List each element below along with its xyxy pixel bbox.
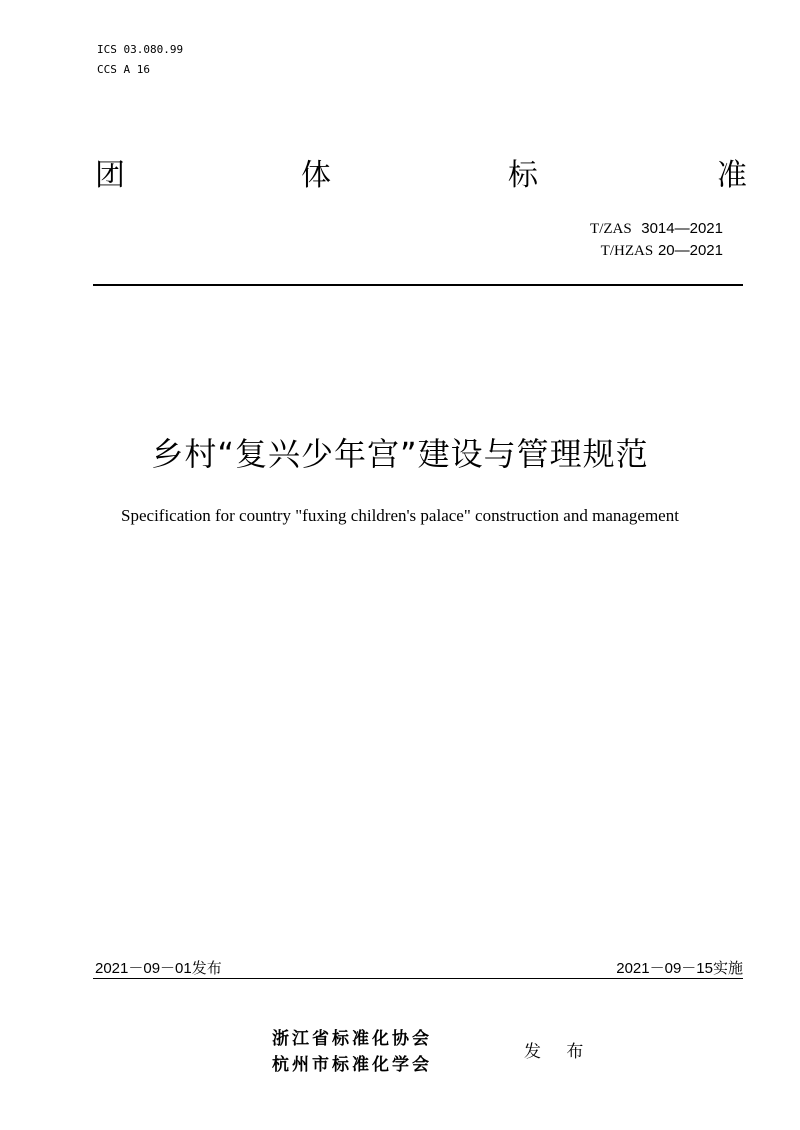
publisher-hangzhou: 杭州市标准化学会 [272,1055,432,1075]
document-type-heading [95,154,747,198]
doc-type-char-3: 标 [508,158,538,193]
doc-type-char-4: 准 [717,158,747,193]
doc-type-char-1: 团 [95,158,125,193]
footer-divider [93,978,743,979]
standard-code: 20—2021 [657,242,723,259]
standard-prefix: T/ZAS [590,221,632,237]
implementation-date-value: 2021－09－15 [616,960,713,977]
standard-numbers [590,218,723,262]
standard-number-zas [590,218,723,240]
ccs-code: CCS A 16 [97,63,150,76]
publish-label: 发 布 [524,1042,594,1062]
publisher-zhejiang: 浙江省标准化协会 [272,1029,432,1049]
issue-date-value: 2021－09－01 [95,960,192,977]
header-divider [93,284,743,286]
standard-code: 3014—2021 [641,220,723,237]
standard-number-hzas [590,240,723,262]
issue-date-label: 发布 [191,959,222,977]
document-title-chinese: 乡村“复兴少年宫”建设与管理规范 [151,435,649,473]
doc-type-char-2: 体 [301,158,331,193]
ics-code: ICS 03.080.99 [97,43,184,56]
document-title-english: Specification for country "fuxing children's palace" construction and management [121,506,679,525]
implementation-date-label: 实施 [712,959,743,977]
standard-prefix: T/HZAS [600,243,654,259]
classification-codes [97,40,183,80]
publisher-names [272,1026,432,1078]
